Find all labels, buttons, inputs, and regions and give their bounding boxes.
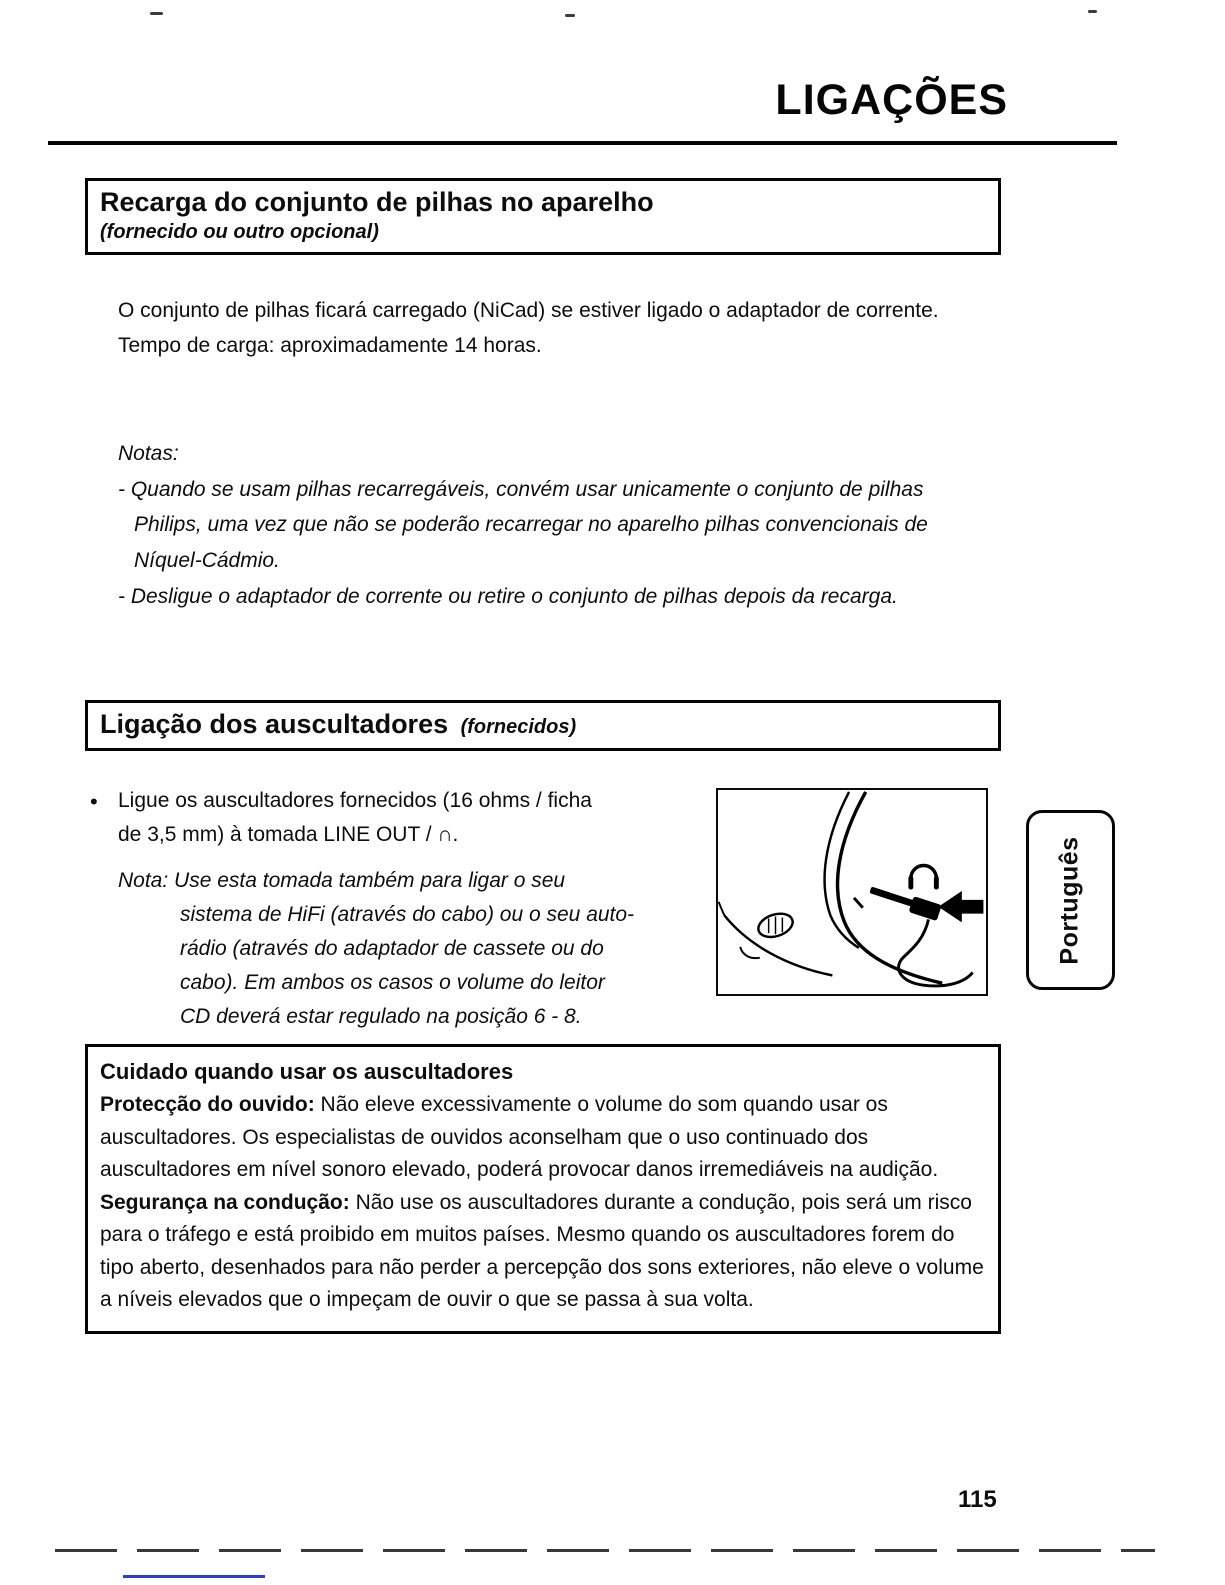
language-tab-label: Português — [1056, 835, 1084, 965]
caution-label: Segurança na condução: — [100, 1190, 350, 1214]
headphones-note — [118, 864, 638, 1034]
language-tab-portugues — [1026, 810, 1115, 990]
recharge-charge-time: Tempo de carga: aproximadamente 14 horas. — [118, 333, 542, 357]
scan-artifact-dash — [565, 14, 575, 17]
headphones-heading: Ligação dos auscultadores — [100, 709, 449, 739]
scan-artifact-dash — [1088, 10, 1097, 13]
page-number: 115 — [958, 1486, 997, 1513]
headphone-connection-illustration — [716, 788, 988, 996]
note-label: Nota: — [118, 869, 169, 892]
headphones-heading-suffix: (fornecidos) — [460, 716, 577, 738]
note-item: - Quando se usam pilhas recarregáveis, convém usar unicamente o conjunto de pilhas Philips, uma vez que não se poderão recarregar no aparelho pilhas convencionais de Níquel-Cádmio. — [118, 477, 928, 573]
caution-paragraph — [100, 1187, 984, 1317]
recharge-notes — [118, 436, 938, 614]
title-rule — [48, 141, 1117, 145]
bullet-marker: • — [90, 789, 98, 814]
recharge-paragraphs — [118, 294, 968, 363]
recharge-heading: Recarga do conjunto de pilhas no aparelho — [100, 187, 654, 217]
scan-artifact-blue-line — [123, 1575, 265, 1578]
scan-artifact-dash — [150, 12, 163, 15]
page-title: LIGAÇÕES — [775, 76, 1008, 124]
headphones-section-box — [85, 700, 1001, 751]
caution-heading: Cuidado quando usar os auscultadores — [100, 1059, 514, 1084]
headphone-icon — [911, 866, 937, 888]
notes-label: Notas: — [118, 442, 179, 465]
caution-text: Não use os auscultadores durante a condução, pois será um risco para o tráfego e está proibido em muitos países. Mesmo quando os auscultadores forem do tipo aberto, desenhados para não perder a percepção dos sons exteriores, não eleve o volume a níveis elevados que o impeçam de ouvir o que se passa à sua volta. — [100, 1190, 984, 1312]
note-item: - Desligue o adaptador de corrente ou retire o conjunto de pilhas depois da recarga. — [118, 584, 898, 608]
arrow-icon — [938, 891, 983, 922]
headphones-bullet-text: Ligue os auscultadores fornecidos (16 ohms / ficha de 3,5 mm) à tomada LINE OUT / ∩. — [118, 789, 592, 846]
note-text: Use esta tomada também para ligar o seu sistema de HiFi (através do cabo) ou o seu auto-rádio (através do adaptador de cassete ou do cabo). Em ambos os casos o volume do leitor CD deverá estar regulado na posição 6 - 8. — [174, 869, 635, 1029]
plug-icon — [868, 883, 942, 921]
cable-line — [899, 919, 973, 985]
recharge-subheading: (fornecido ou outro opcional) — [100, 220, 379, 243]
caution-text: Não eleve excessivamente o volume do som quando usar os auscultadores. Os especialistas de ouvidos aconselham que o uso continuado dos auscultadores em nível sonoro elevado, poderá provocar danos irremediáveis na audição. — [100, 1093, 939, 1182]
caution-paragraph — [100, 1089, 984, 1187]
caution-label: Protecção do ouvido: — [100, 1093, 315, 1117]
recharge-section-box — [85, 178, 1001, 255]
headphones-bullet-item — [90, 784, 620, 851]
scan-artifact-dashed-rule — [55, 1549, 1155, 1552]
recharge-paragraph: O conjunto de pilhas ficará carregado (NiCad) se estiver ligado o adaptador de corrente. — [118, 299, 939, 322]
illustration-svg — [718, 790, 986, 994]
caution-box — [85, 1044, 1001, 1334]
